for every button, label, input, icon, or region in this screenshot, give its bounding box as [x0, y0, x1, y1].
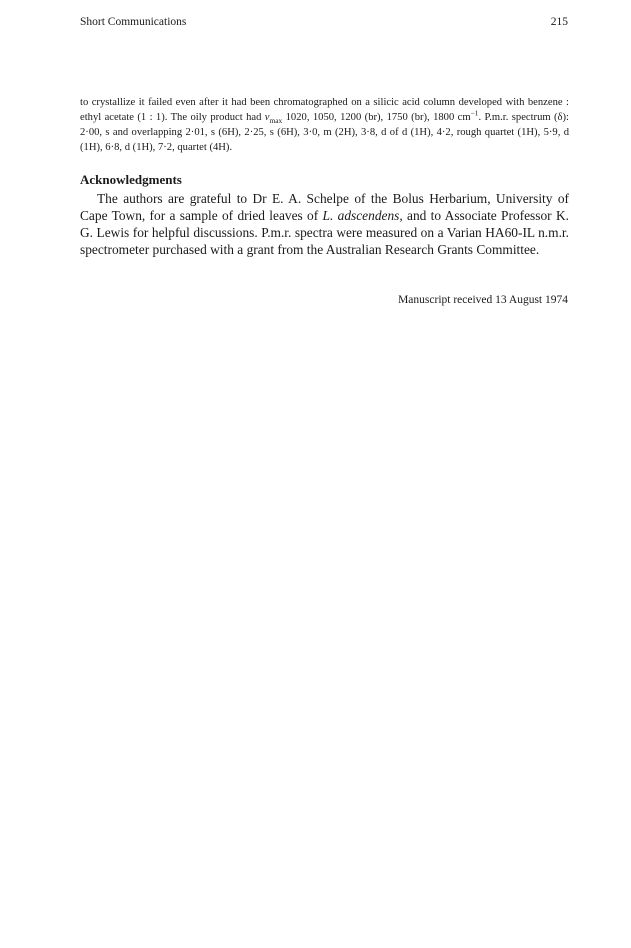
nu-max-subscript: max [269, 116, 283, 126]
experimental-paragraph [80, 95, 569, 155]
running-title: Short Communications [80, 16, 187, 28]
acknowledgments-text-part-2: and to Associate Professor K. G. Lewis for helpful discussions. P.m.r. spectra were measured on a Varian HA60-IL n.m.r. spectrometer purchased with a grant from the Australian Research Grants Committee. [80, 208, 569, 257]
manuscript-received-date: Manuscript received 13 August 1974 [398, 294, 568, 306]
nu-symbol: ν [264, 112, 270, 123]
species-name: L. adscendens, [322, 208, 403, 223]
experimental-pmr-text: . P.m.r. spectrum (δ): 2·00, s and overlapping 2·01, s (6H), 2·25, s (6H), 3·0, m (2H), 3·8, d of d (1H), 4·2, rough quartet (1H), 5·9, d (1H), 6·8, d (1H), 7·2, quartet (4H). [80, 112, 569, 153]
acknowledgments-text-part-1: The authors are grateful to Dr E. A. Schelpe of the Bolus Herbarium, University of Cape Town, for a sample of dried leaves of [80, 191, 569, 223]
experimental-ir-values: 1020, 1050, 1200 (br), 1750 (br), 1800 cm [282, 112, 471, 123]
acknowledgments-paragraph [80, 190, 569, 258]
experimental-text [80, 95, 569, 155]
experimental-text-part-1: to crystallize it failed even after it had been chromatographed on a silicic acid column developed with benzene : ethyl acetate (1 : 1). The oily product had [80, 97, 569, 123]
acknowledgments-text [80, 190, 569, 258]
acknowledgments-heading: Acknowledgments [80, 172, 182, 187]
page-number: 215 [550, 16, 568, 28]
cm-superscript: −1 [470, 108, 479, 118]
